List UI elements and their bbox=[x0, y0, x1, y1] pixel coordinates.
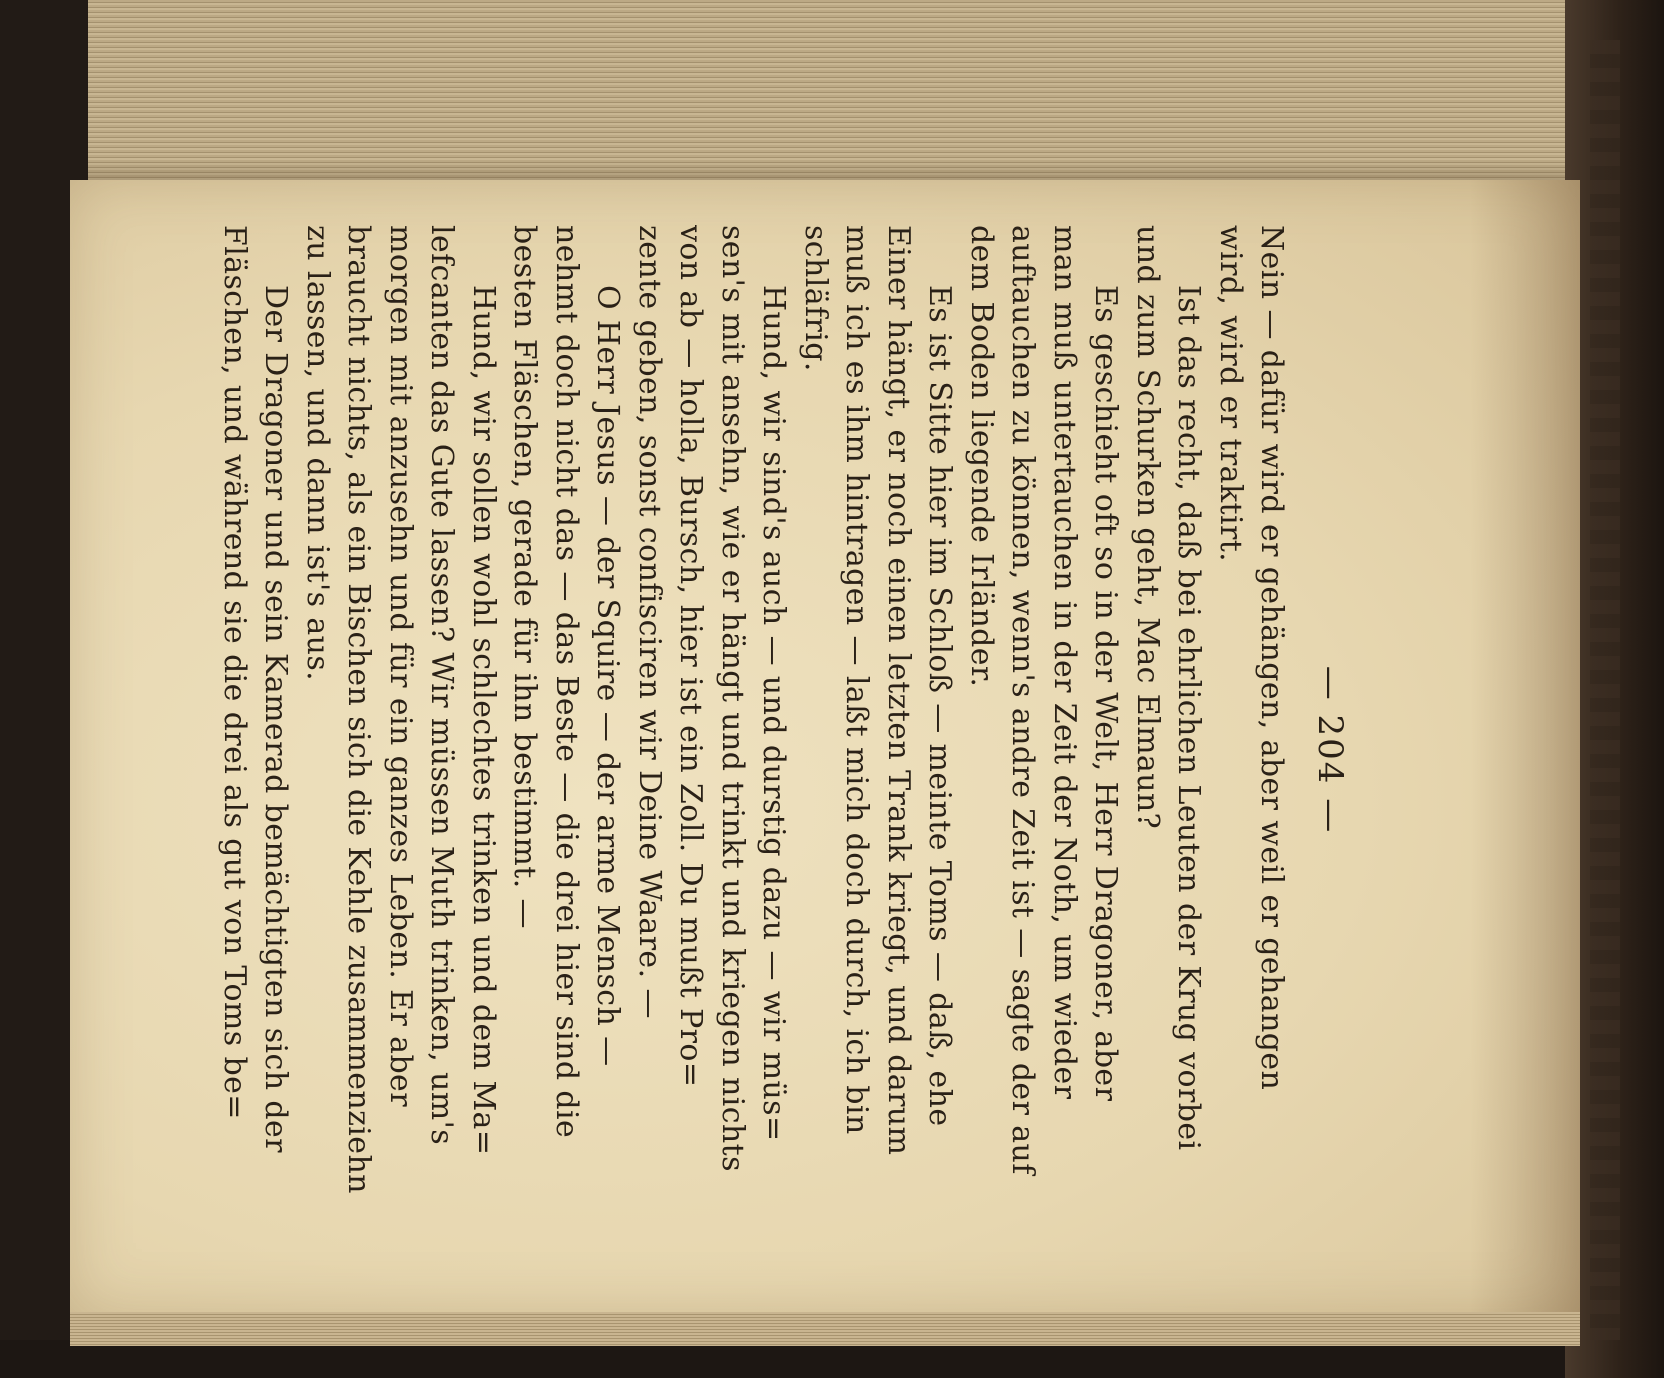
text-line: lefcanten das Gute lassen? Wir müssen Muth trinken, um's bbox=[424, 225, 460, 1146]
text-line: sen's mit ansehn, wie er hängt und trinkt und kriegen nichts bbox=[715, 225, 750, 1172]
rotated-text-block bbox=[217, 225, 1350, 1325]
text-line: Einer hängt, er noch einen letzten Trank kriegt, und darum bbox=[881, 225, 916, 1156]
text-line: nehmt doch nicht das — das Beste — die drei hier sind die bbox=[549, 225, 584, 1139]
text-line: Hund, wir sind's auch — und durstig dazu — wir müs= bbox=[756, 285, 792, 1142]
text-line: auftauchen zu können, wenn's andre Zeit ist — sagte der auf bbox=[1005, 225, 1041, 1175]
page-text bbox=[217, 225, 1350, 1275]
text-line: Fläschen, und während sie die drei als gut von Toms be= bbox=[217, 225, 252, 1120]
text-line: O Herr Jesus — der Squire — der arme Mensch — bbox=[590, 285, 626, 1067]
text-line: zente geben, sonst confisciren wir Deine Waare. — bbox=[632, 225, 667, 1019]
text-line: dem Boden liegende Irländer. bbox=[964, 225, 999, 688]
text-line: schläfrig. bbox=[798, 225, 833, 372]
text-lines bbox=[214, 225, 1293, 1275]
text-line: besten Fläschen, gerade für ihn bestimmt. — bbox=[507, 225, 543, 929]
text-line: Hund, wir sollen wohl schlechtes trinken und dem Ma= bbox=[466, 285, 501, 1156]
book-cover-edge bbox=[1590, 40, 1620, 1340]
text-line: morgen mit anzusehn und für ein ganzes Leben. Er aber bbox=[383, 225, 418, 1107]
text-line: Es geschieht oft so in der Welt, Herr Dragoner, aber bbox=[1088, 285, 1124, 1102]
text-line: und zum Schurken geht, Mac Elmaun? bbox=[1130, 225, 1165, 830]
page-number: — 204 — bbox=[1310, 665, 1350, 835]
text-line: Ist das recht, daß bei ehrlichen Leuten der Krug vorbei bbox=[1171, 285, 1207, 1151]
page-gutter-shadow bbox=[1470, 180, 1580, 1315]
page-edges-top bbox=[88, 0, 1588, 185]
text-line: man muß untertauchen in der Zeit der Noth, um wieder bbox=[1047, 225, 1082, 1100]
text-line: muß ich es ihm hintragen — laßt mich doch durch, ich bin bbox=[839, 225, 875, 1135]
text-line: zu lassen, und dann ist's aus. bbox=[300, 225, 335, 682]
text-line: wird, wird er traktirt. bbox=[1213, 225, 1248, 563]
text-line: von ab — holla, Bursch, hier ist ein Zoll. Du mußt Pro= bbox=[673, 225, 709, 1088]
text-line: Der Dragoner und sein Kamerad bemächtigten sich der bbox=[258, 285, 294, 1153]
text-line: Nein — dafür wird er gehängen, aber weil er gehangen bbox=[1254, 225, 1290, 1091]
text-line: braucht nichts, als ein Bischen sich die Kehle zusammenziehn bbox=[341, 225, 377, 1194]
text-line: Es ist Sitte hier im Schloß — meinte Toms — daß, ehe bbox=[922, 285, 958, 1127]
